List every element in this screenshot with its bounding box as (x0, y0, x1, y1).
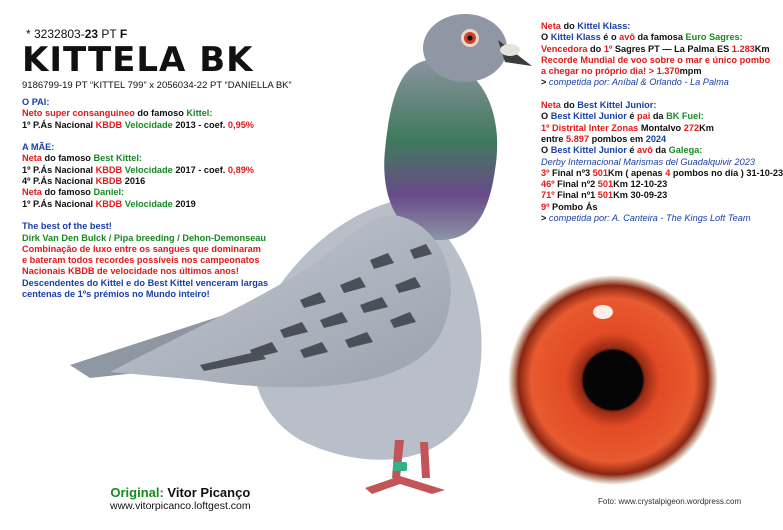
right-text-line (541, 145, 783, 156)
text-segment: Neta (22, 187, 42, 198)
text-segment: Recorde Mundial de voo sobre o mar e único pombo (541, 54, 771, 65)
left-text-line (22, 97, 268, 108)
text-segment: do famoso (41, 153, 94, 164)
text-segment: Pombo Ás (549, 201, 598, 212)
text-segment: do famoso (41, 187, 94, 198)
text-segment: avô (636, 145, 653, 156)
text-segment: 1º P.Ás Nacional (22, 119, 96, 130)
text-segment: KBDB (95, 164, 123, 175)
text-segment: Neta (541, 100, 561, 111)
left-text-line (22, 244, 268, 255)
ring-prefix: * 3232803- (26, 27, 85, 41)
left-text-line (22, 255, 268, 266)
text-segment: 0,95% (227, 119, 254, 130)
pedigree-line: 9186799-19 PT “KITTEL 799” x 2056034-22 PT “DANIELLA BK” (22, 80, 292, 91)
text-segment: 2017 - coef. (172, 164, 228, 175)
text-segment: The best of the best! (22, 221, 112, 232)
text-segment: Neta (22, 153, 42, 164)
text-segment: > (541, 213, 549, 224)
text-segment: pombos em (589, 133, 646, 144)
text-segment: Galega: (668, 145, 703, 156)
text-segment: Sagres PT — La Palma ES (612, 43, 732, 54)
right-text-line (541, 100, 783, 111)
right-text-line (541, 32, 783, 43)
eye-closeup (503, 270, 723, 490)
text-segment: 9º (541, 201, 550, 212)
text-segment: 1º P.Ás Nacional (22, 164, 96, 175)
left-text-line (22, 108, 268, 119)
text-segment: 46º (541, 179, 555, 190)
ring-year: 23 (84, 27, 99, 41)
text-segment: O PAI: (22, 97, 50, 107)
text-segment: Best Kittel Junior (550, 111, 627, 122)
text-segment: A MÃE: (22, 142, 55, 153)
text-segment: Km ( apenas (608, 167, 666, 178)
text-segment: 1.283 (731, 43, 755, 54)
right-text-line (541, 168, 783, 179)
text-segment: da (650, 111, 667, 122)
left-text-line (22, 165, 268, 176)
text-segment: Montalvo (638, 122, 684, 133)
text-segment: 501 (597, 179, 614, 190)
pigeon-name: KITTELA BK (22, 40, 254, 80)
left-text-line (22, 210, 268, 221)
text-segment: Kittel: (186, 108, 213, 119)
text-segment: da famosa (634, 32, 686, 43)
text-segment: 2013 - coef. (172, 119, 228, 130)
left-text-line (22, 142, 268, 153)
right-text-line (541, 111, 783, 122)
text-segment: 272 (683, 122, 700, 133)
text-segment: Vencedora (541, 43, 588, 54)
text-segment: Daniel: (93, 187, 125, 198)
text-segment: pombos no dia ) 31-10-23 (670, 167, 783, 178)
text-segment: Final nº3 (549, 167, 593, 178)
text-segment: Dirk Van Den Bulck / Pipa breeding / Dehon-Demonseau (22, 232, 267, 243)
text-segment: 1.370 (656, 66, 680, 77)
right-text-line (541, 123, 783, 134)
text-segment: Euro Sagres: (685, 32, 743, 43)
left-text-line (22, 120, 268, 131)
text-segment: Best Kittel: (93, 153, 142, 164)
text-segment: Best Kittel Junior: (577, 100, 657, 111)
text-segment: > (541, 77, 549, 88)
left-text-line (22, 221, 268, 232)
text-segment: é (626, 145, 637, 156)
left-text-line (22, 278, 268, 289)
text-segment: Velocidade (122, 119, 173, 130)
text-segment: do (560, 100, 578, 111)
credit-block (110, 485, 251, 512)
text-segment: Descendentes do Kittel e do Best Kittel venceram largas (22, 277, 269, 288)
website-link[interactable]: www.vitorpicanco.loftgest.com (110, 500, 251, 512)
right-text-line (541, 134, 783, 145)
text-segment: 1º P.Ás Nacional (22, 198, 96, 209)
text-segment: O (541, 32, 551, 43)
text-segment: Derby Internacional Marismas del Guadalquivir 2023 (541, 156, 755, 167)
original-label: Original: (110, 485, 164, 500)
text-segment: Km 12-10-23 (613, 179, 668, 190)
text-segment: 1º (603, 43, 613, 54)
ring-country: PT (98, 27, 120, 41)
left-text-line (22, 233, 268, 244)
text-segment: Km (754, 43, 770, 54)
text-segment: é o (600, 32, 620, 43)
text-segment: Neta (541, 21, 561, 31)
text-segment: Neto super consanguineo (22, 108, 135, 119)
text-segment: Final nº1 (554, 190, 598, 201)
text-segment: Km 30-09-23 (613, 190, 668, 201)
text-segment: 501 (592, 167, 608, 178)
right-text-line (541, 44, 783, 55)
right-text-line (541, 77, 783, 88)
text-segment: Kittel Klass: (577, 21, 631, 31)
right-text-line (541, 202, 783, 213)
text-segment: 5.897 (566, 133, 590, 144)
right-text-line (541, 55, 783, 66)
text-segment: Km (699, 122, 714, 133)
left-text-line (22, 289, 268, 300)
photo-credit: Foto: www.crystalpigeon.wordpress.com (598, 497, 742, 506)
text-segment: BK Fuel: (666, 111, 704, 122)
text-segment: da (652, 145, 669, 156)
right-text-line (541, 190, 783, 201)
text-segment: 501 (597, 190, 614, 201)
left-text-line (22, 176, 268, 187)
text-segment: do (587, 43, 604, 54)
text-segment: KBDB (95, 119, 123, 130)
text-segment: e bateram todos recordes possíveis nos campeonatos (22, 255, 260, 266)
text-segment: entre (541, 133, 567, 144)
text-segment: Best Kittel Junior (550, 145, 627, 156)
text-segment: 3º (541, 167, 550, 178)
right-text-line (541, 213, 783, 224)
left-text-line (22, 153, 268, 164)
text-segment: competida por: A. Canteira - The Kings Loft Team (548, 213, 751, 224)
text-segment: do (560, 21, 578, 31)
text-segment: 4 (665, 167, 671, 178)
text-segment: 2019 (172, 198, 196, 209)
text-segment: Velocidade (122, 164, 173, 175)
left-text-line (22, 199, 268, 210)
left-text-block (22, 97, 268, 300)
left-text-line (22, 131, 268, 142)
text-segment: é (626, 111, 637, 122)
text-segment: 2016 (122, 176, 146, 187)
right-text-line (541, 66, 783, 77)
author-name: Vitor Picanço (163, 485, 251, 500)
text-segment: mpm (679, 66, 702, 77)
text-segment: 4º P.Ás Nacional (22, 176, 96, 187)
left-text-line (22, 266, 268, 277)
text-segment: Velocidade (122, 198, 173, 209)
text-segment: pai (636, 111, 651, 122)
text-segment: 0,89% (227, 164, 254, 175)
text-segment: a chegar no próprio dia! > (541, 66, 657, 77)
ring-sex: F (119, 27, 128, 41)
text-segment: 2024 (645, 133, 667, 144)
right-text-block (541, 21, 783, 224)
text-segment: Final nº2 (554, 179, 598, 190)
text-segment: KBDB (95, 198, 123, 209)
text-segment: Kittel Klass (550, 32, 601, 43)
text-segment: competida por: Aníbal & Orlando - La Palma (548, 77, 729, 88)
text-segment: KBDB (95, 176, 123, 187)
text-segment: centenas de 1ºs prémios no Mundo inteiro! (22, 289, 210, 300)
text-segment: O (541, 111, 551, 122)
text-segment: avô (619, 32, 635, 43)
text-segment: O (541, 145, 551, 156)
right-text-line (541, 157, 783, 168)
left-text-line (22, 187, 268, 198)
text-segment: Nacionais KBDB de velocidade nos últimos anos! (22, 266, 239, 277)
right-text-line (541, 21, 783, 32)
text-segment: do famoso (134, 108, 187, 119)
text-segment: Combinação de luxo entre os sangues que dominaram (22, 243, 261, 254)
right-text-line (541, 89, 783, 100)
right-text-line (541, 179, 783, 190)
text-segment: 71º (541, 190, 555, 201)
text-segment: 1º Distrital Inter Zonas (541, 122, 639, 133)
